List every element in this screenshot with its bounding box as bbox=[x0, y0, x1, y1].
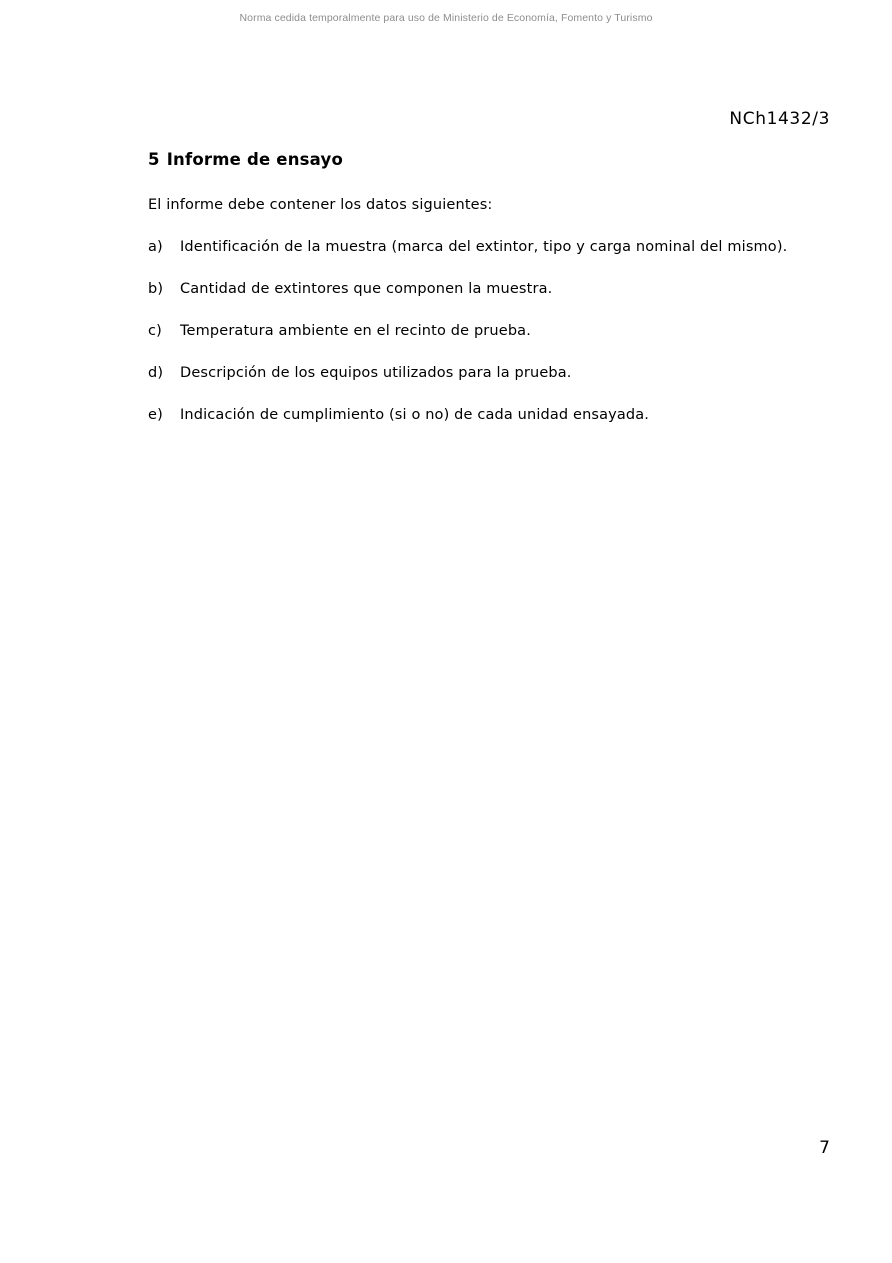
list-item-marker: d) bbox=[148, 365, 164, 381]
page-content bbox=[148, 150, 848, 449]
list-item bbox=[148, 323, 848, 339]
list-item-label: Indicación de cumplimiento (si o no) de cada unidad ensayada. bbox=[180, 407, 650, 423]
list-item-marker: e) bbox=[148, 407, 163, 423]
list-item-label: Identificación de la muestra (marca del extintor, tipo y carga nominal del mismo). bbox=[180, 239, 788, 255]
document-code: NCh1432/3 bbox=[729, 109, 830, 129]
section-intro: El informe debe contener los datos siguientes: bbox=[148, 197, 493, 213]
list-item-marker: a) bbox=[148, 239, 163, 255]
page-number: 7 bbox=[819, 1138, 830, 1158]
watermark-notice: Norma cedida temporalmente para uso de Ministerio de Economía, Fomento y Turismo bbox=[239, 12, 653, 24]
section-title-text: Informe de ensayo bbox=[166, 150, 343, 169]
list-item-marker: b) bbox=[148, 281, 164, 297]
list-item bbox=[148, 407, 848, 423]
list-item-marker: c) bbox=[148, 323, 162, 339]
page-title bbox=[148, 150, 848, 169]
list-item bbox=[148, 281, 848, 297]
requirements-list bbox=[148, 239, 848, 423]
list-item-label: Descripción de los equipos utilizados para la prueba. bbox=[180, 365, 572, 381]
list-item bbox=[148, 239, 848, 255]
section-number: 5 bbox=[148, 150, 160, 169]
list-item-label: Temperatura ambiente en el recinto de prueba. bbox=[180, 323, 531, 339]
list-item-label: Cantidad de extintores que componen la muestra. bbox=[180, 281, 553, 297]
list-item bbox=[148, 365, 848, 381]
